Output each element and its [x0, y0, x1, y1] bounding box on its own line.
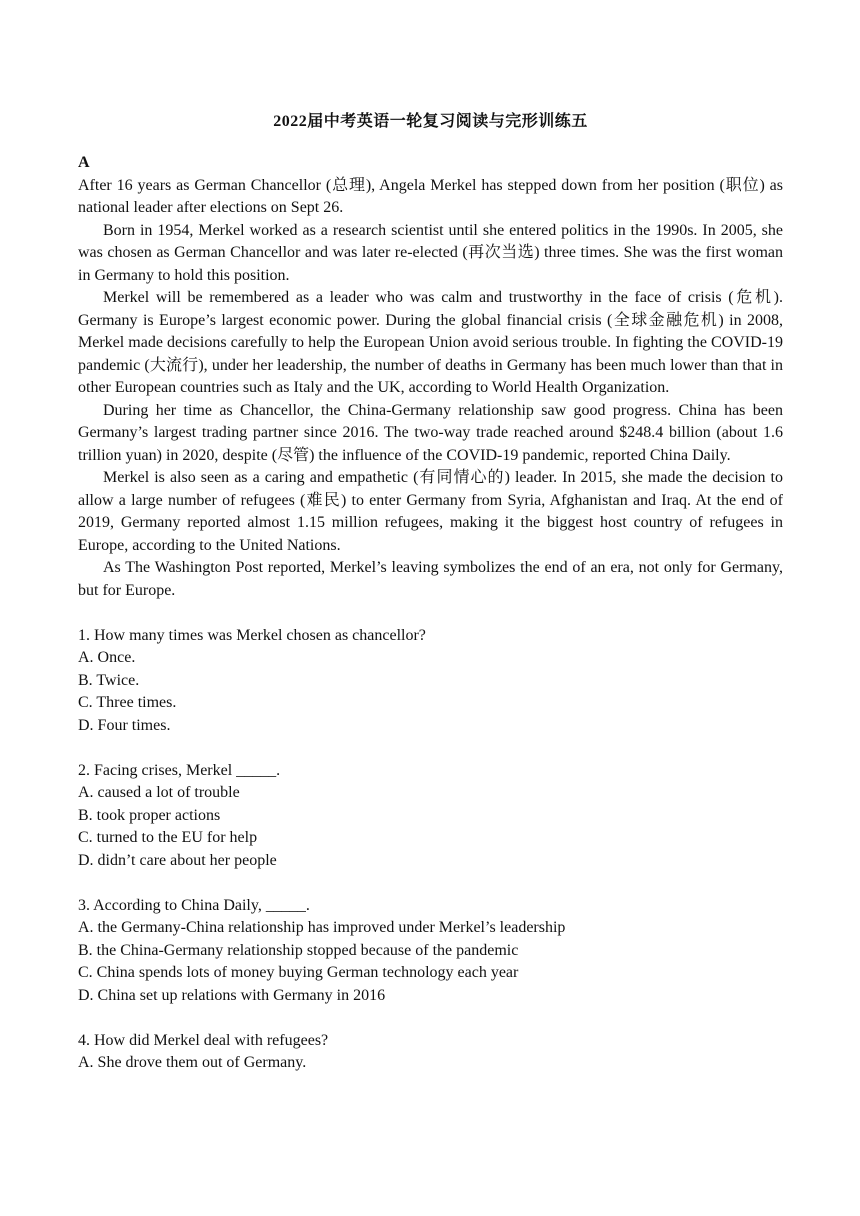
answer-option: B. the China-Germany relationship stopped because of the pandemic: [78, 941, 519, 959]
answer-option: A. the Germany-China relationship has improved under Merkel’s leadership: [78, 919, 566, 936]
answer-option: A. She drove them out of Germany.: [78, 1054, 307, 1071]
question-stem: 2. Facing crises, Merkel _____.: [78, 761, 281, 779]
spacer: [78, 1007, 783, 1030]
answer-option: D. didn’t care about her people: [78, 851, 277, 869]
paragraph: Born in 1954, Merkel worked as a research scientist until she entered politics in the 1990s. In 2005, she was chosen as German Chancellor and was later re-elected (再次当选) three times. She was the first woman in Germany to hold this position.: [78, 221, 783, 284]
answer-option: A. caused a lot of trouble: [78, 784, 240, 801]
answer-option: C. turned to the EU for help: [78, 829, 258, 846]
document-title: 2022届中考英语一轮复习阅读与完形训练五: [273, 113, 588, 130]
spacer: [78, 737, 783, 760]
spacer: [78, 602, 783, 625]
question-stem: 4. How did Merkel deal with refugees?: [78, 1031, 329, 1049]
answer-option: B. Twice.: [78, 671, 140, 689]
document-body: [78, 152, 783, 1075]
paragraph: During her time as Chancellor, the China-Germany relationship saw good progress. China has been Germany’s largest trading partner since 2016. The two-way trade reached around $248.4 billion (about 1.6 trillion yuan) in 2020, despite (尽管) the influence of the COVID-19 pandemic, reported China Daily.: [78, 401, 783, 464]
question-stem: 1. How many times was Merkel chosen as chancellor?: [78, 626, 426, 644]
answer-option: D. Four times.: [78, 716, 171, 734]
answer-option: B. took proper actions: [78, 806, 221, 824]
answer-option: D. China set up relations with Germany in 2016: [78, 986, 386, 1004]
paragraph: After 16 years as German Chancellor (总理), Angela Merkel has stepped down from her position (职位) as national leader after elections on Sept 26.: [78, 176, 783, 216]
spacer: [78, 872, 783, 895]
answer-option: C. Three times.: [78, 694, 177, 711]
section-label: A: [78, 154, 90, 171]
question-stem: 3. According to China Daily, _____.: [78, 896, 310, 914]
answer-option: A. Once.: [78, 649, 136, 666]
question-block: [78, 760, 783, 873]
question-block: [78, 625, 783, 738]
question-block: [78, 895, 783, 1008]
paragraph: Merkel will be remembered as a leader who was calm and trustworthy in the face of crisis (危机). Germany is Europe’s largest economic power. During the global financial crisis (全球金融危机) in 2008, Merkel made decisions carefully to help the European Union avoid serious trouble. In fighting the COVID-19 pandemic (大流行), under her leadership, the number of deaths in Germany has been much lower than that in other European countries such as Italy and the UK, according to World Health Organization.: [78, 289, 783, 396]
question-block: [78, 1030, 783, 1075]
paragraph: Merkel is also seen as a caring and empathetic (有同情心的) leader. In 2015, she made the decision to allow a large number of refugees (难民) to enter Germany from Syria, Afghanistan and Iraq. At the end of 2019, Germany reported almost 1.15 million refugees, making it the biggest host country of refugees in Europe, according to the United Nations.: [78, 469, 783, 554]
paragraph: As The Washington Post reported, Merkel’s leaving symbolizes the end of an era, not only for Germany, but for Europe.: [78, 559, 783, 599]
answer-option: C. China spends lots of money buying German technology each year: [78, 964, 519, 981]
